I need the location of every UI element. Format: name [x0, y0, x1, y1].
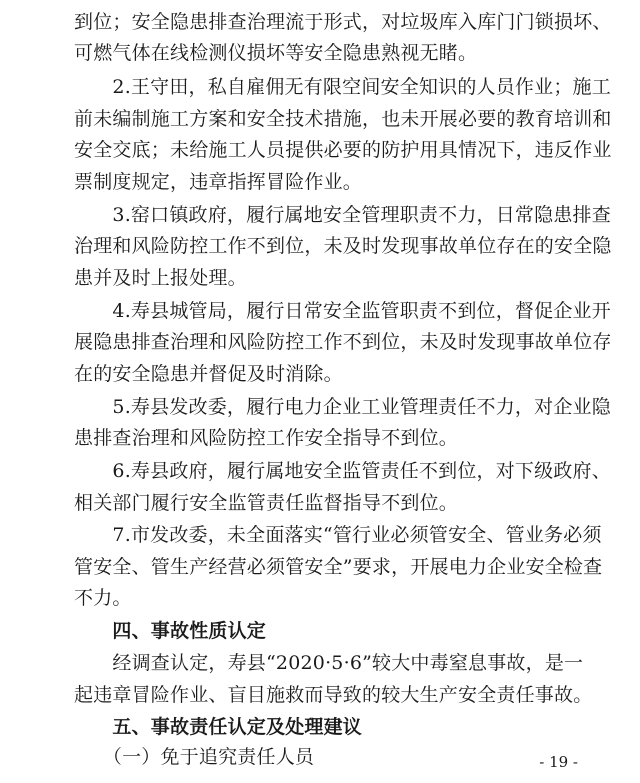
body-text-line: 安全交底；未给施工人员提供必要的防护用具情况下，违反作业 — [74, 139, 612, 161]
body-text-line: 治理和风险防控工作不到位，未及时发现事故单位存在的安全隐 — [74, 235, 612, 257]
subsection-heading: （一）免于追究责任人员 — [74, 746, 315, 768]
body-text-line: 在的安全隐患并督促及时消除。 — [74, 363, 343, 385]
body-text-line: 4.寿县城管局，履行日常安全监管职责不到位，督促企业开 — [74, 300, 611, 322]
body-text-line: 展隐患排查治理和风险防控工作不到位，未及时发现事故单位存 — [74, 331, 612, 353]
body-text-line: 患排查治理和风险防控工作安全指导不到位。 — [74, 427, 459, 449]
body-text-line: 管安全、管生产经营必须管安全”要求，开展电力企业安全检查 — [74, 556, 603, 578]
body-text-line: 3.窑口镇政府，履行属地安全管理职责不力，日常隐患排查 — [74, 204, 611, 226]
body-text-line: 6.寿县政府，履行属地安全监管责任不到位，对下级政府、 — [74, 460, 611, 482]
section-heading: 四、事故性质认定 — [74, 620, 267, 642]
body-text-line: 经调查认定，寿县“2020·5·6”较大中毒窒息事故，是一 — [74, 652, 584, 674]
body-text-line: 5.寿县发改委，履行电力企业工业管理责任不力，对企业隐 — [74, 396, 611, 418]
body-text-line: 起违章冒险作业、盲目施救而导致的较大生产安全责任事故。 — [74, 684, 593, 706]
page-number: - 19 - — [539, 753, 578, 771]
body-text-line: 前未编制施工方案和安全技术措施，也未开展必要的教育培训和 — [74, 108, 612, 130]
body-text-line: 可燃气体在线检测仪损坏等安全隐患熟视无睹。 — [74, 42, 478, 64]
body-text-line: 患并及时上报处理。 — [74, 267, 247, 289]
section-heading: 五、事故责任认定及处理建议 — [74, 716, 363, 738]
body-text-line: 不力。 — [74, 587, 132, 609]
body-text-line: 到位；安全隐患排查治理流于形式，对垃圾库入库门门锁损坏、 — [74, 11, 612, 33]
body-text-line: 相关部门履行安全监管责任监督指导不到位。 — [74, 492, 459, 514]
body-text-line: 7.市发改委，未全面落实“管行业必须管安全、管业务必须 — [74, 524, 602, 546]
body-text-line: 票制度规定，违章指挥冒险作业。 — [74, 171, 363, 193]
body-text-line: 2.王守田，私自雇佣无有限空间安全知识的人员作业；施工 — [74, 76, 611, 98]
